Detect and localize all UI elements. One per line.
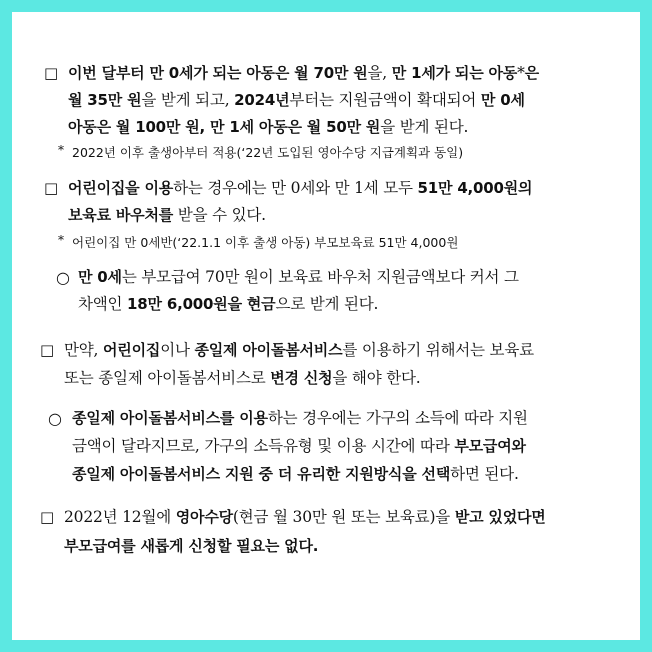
text-run: 을,	[367, 64, 392, 82]
text-run: 하는 경우에는 만 0세와 만 1세 모두	[173, 179, 418, 197]
bold-text-run: 51만 4,000원의	[417, 179, 533, 197]
text-run: 는 부모급여 70만 원이 보육료 바우처 지원금액보다 커서 그	[121, 268, 519, 286]
bold-text-run: 이번 달부터 만 0세가 되는 아동은 월 70만 원	[68, 64, 368, 82]
text-run: 또는 종일제 아이돌봄서비스로	[64, 369, 271, 387]
bold-text-run: 아동은 월 100만 원, 만 1세 아동은 월 50만 원	[68, 118, 381, 136]
bold-text-run: 월 35만 원	[68, 91, 142, 109]
asterisk-icon: *	[58, 143, 64, 157]
square-bullet-icon: □	[40, 508, 54, 526]
text-run: 으로 받게 된다.	[275, 295, 379, 313]
note-1: 2022년 이후 출생아부터 적용(‘22년 도입된 영아수당 지급계획과 동일)	[72, 145, 464, 160]
p2-line-1	[68, 175, 532, 202]
bold-text-run: 만 0세	[78, 268, 122, 286]
p1-line-2	[68, 87, 525, 114]
p6-line-2	[64, 533, 318, 560]
p3-line-1	[78, 264, 519, 291]
circle-bullet-icon: ○	[48, 409, 62, 428]
bold-text-run: 부모급여를 새롭게 신청할 필요는 없다.	[64, 537, 319, 555]
text-run: 만약,	[64, 341, 104, 359]
text-run: 받을 수 있다.	[173, 206, 266, 224]
p5-line-3	[72, 461, 519, 488]
p4-line-1	[64, 337, 534, 364]
bold-text-run: 변경 신청	[270, 369, 333, 387]
text-run: (현금 월 30만 원 또는 보육료)을	[232, 508, 455, 526]
text-run: 를 이용하기 위해서는 보육료	[342, 341, 534, 359]
bold-text-run: 종일제 아이돌봄서비스를 이용	[72, 409, 268, 427]
bold-text-run: 부모급여와	[454, 437, 526, 455]
p4-line-2	[64, 365, 420, 392]
text-run: *	[517, 64, 525, 82]
bold-text-run: 은	[524, 64, 539, 82]
asterisk-icon: *	[58, 233, 64, 247]
document-page	[12, 12, 640, 640]
text-run: 차액인	[78, 295, 128, 313]
bold-text-run: 종일제 아이돌봄서비스 지원 중 더 유리한 지원방식을 선택	[72, 465, 451, 483]
text-run: 을 해야 한다.	[332, 369, 421, 387]
circle-bullet-icon: ○	[56, 268, 70, 287]
text-run: 부터는 지원금액이 확대되어	[289, 91, 481, 109]
p1-line-3	[68, 114, 468, 141]
bold-text-run: 만 1세가 되는 아동	[391, 64, 518, 82]
p1-line-1	[68, 60, 539, 87]
p5-line-1	[72, 405, 528, 432]
bold-text-run: 보육료 바우처를	[68, 206, 174, 224]
square-bullet-icon: □	[40, 341, 54, 359]
text-run: 하는 경우에는 가구의 소득에 따라 지원	[267, 409, 528, 427]
text-run: 을 받게 되고,	[141, 91, 235, 109]
bold-text-run: 어린이집을 이용	[68, 179, 174, 197]
bold-text-run: 2024년	[234, 91, 290, 109]
bold-text-run: 영아수당	[175, 508, 233, 526]
text-run: 이나	[160, 341, 195, 359]
square-bullet-icon: □	[44, 179, 58, 197]
bold-text-run: 만 0세	[480, 91, 525, 109]
bold-text-run: 18만 6,000원을 현금	[127, 295, 276, 313]
bold-text-run: 어린이집	[103, 341, 161, 359]
p6-line-1	[64, 504, 546, 531]
note-2: 어린이집 만 0세반(‘22.1.1 이후 출생 아동) 부모보육료 51만 4,000원	[72, 235, 459, 250]
bold-text-run: 종일제 아이돌봄서비스	[194, 341, 343, 359]
p2-line-2	[68, 202, 266, 229]
text-run: 을 받게 된다.	[380, 118, 469, 136]
text-run: 2022년 12월에	[64, 508, 176, 526]
square-bullet-icon: □	[44, 64, 58, 82]
bold-text-run: 받고 있었다면	[454, 508, 546, 526]
p3-line-2	[78, 291, 378, 318]
text-run: 하면 된다.	[450, 465, 519, 483]
text-run: 금액이 달라지므로, 가구의 소득유형 및 이용 시간에 따라	[72, 437, 455, 455]
p5-line-2	[72, 433, 526, 460]
